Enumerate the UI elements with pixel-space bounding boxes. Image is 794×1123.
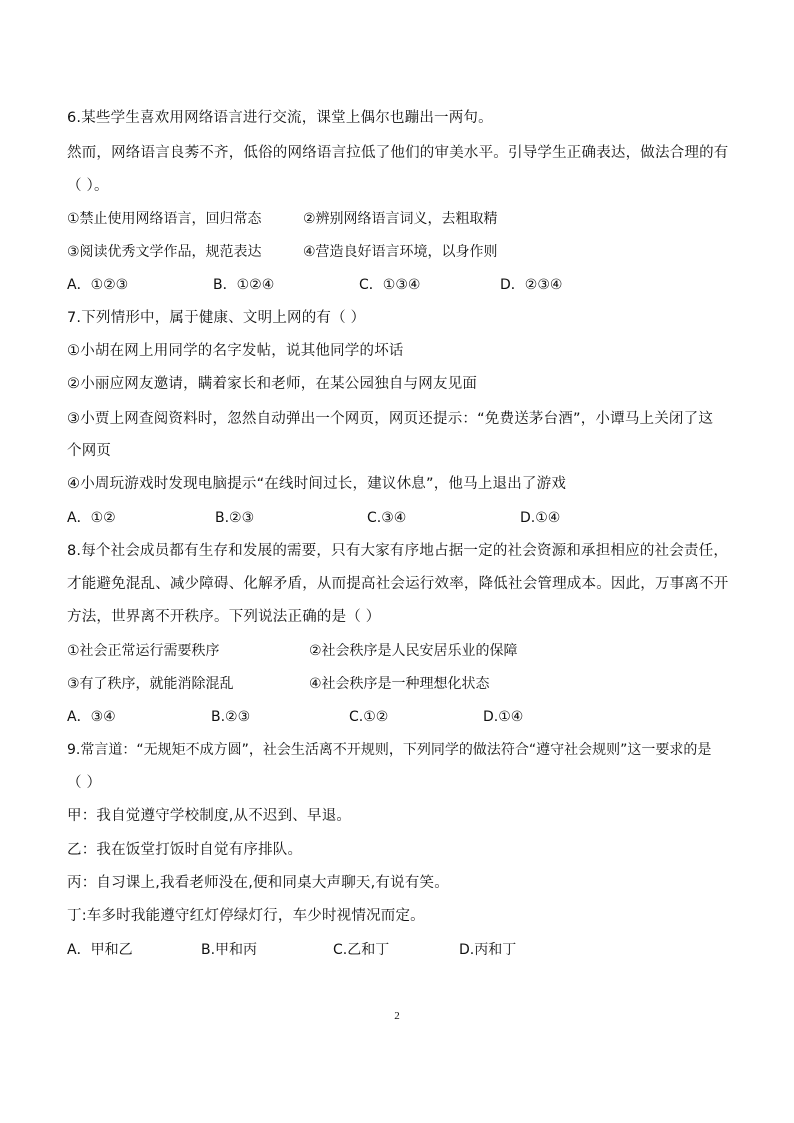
- q8-item-1: ①社会正常运行需要秩序: [67, 643, 220, 659]
- q7-item-4: ④小周玩游戏时发现电脑提示“在线时间过长，建议休息”，他马上退出了游戏: [67, 476, 567, 492]
- q7-item-2: ②小丽应网友邀请，瞒着家长和老师，在某公园独自与网友见面: [67, 376, 478, 392]
- q6-stem-line-3: （ ）。: [67, 178, 109, 194]
- q9-option-a: A．甲和乙: [67, 942, 133, 958]
- q9-stem: 9.常言道：“无规矩不成方圆”，社会生活离不开规则，下列同学的做法符合“遵守社会规则”这一要求的是: [67, 742, 712, 758]
- q8-option-a: A．③④: [67, 709, 116, 725]
- q6-item-1: ①禁止使用网络语言，回归常态: [67, 211, 262, 227]
- q7-item-3-line-1: ③小贾上网查阅资料时，忽然自动弹出一个网页，网页还提示：“免费送茅台酒”，小谭马上关闭了这: [67, 411, 714, 427]
- q9-stem-bracket: （ ）: [67, 775, 102, 791]
- q7-item-1: ①小胡在网上用同学的名字发帖，说其他同学的坏话: [67, 343, 404, 359]
- q9-item-bing: 丙：自习课上,我看老师没在,便和同桌大声聊天,有说有笑。: [67, 875, 449, 891]
- q7-option-d: D.①④: [520, 510, 561, 526]
- q8-option-c: C.①②: [349, 709, 389, 725]
- q8-item-2: ②社会秩序是人民安居乐业的保障: [309, 643, 518, 659]
- page-number: 2: [394, 1010, 400, 1022]
- q6-item-2: ②辨别网络语言词义，去粗取精: [303, 211, 498, 227]
- q7-item-3-line-2: 个网页: [67, 443, 112, 459]
- q8-stem-line-2: 才能避免混乱、减少障碍、化解矛盾，从而提高社会运行效率，降低社会管理成本。因此，万事离不开: [67, 576, 729, 592]
- q9-option-c: C.乙和丁: [333, 942, 390, 958]
- q9-option-b: B.甲和丙: [201, 942, 258, 958]
- q7-option-c: C.③④: [367, 510, 407, 526]
- q7-option-b: B.②③: [215, 510, 255, 526]
- q8-item-3: ③有了秩序，就能消除混乱: [67, 676, 234, 692]
- q6-option-c: C．①③④: [359, 277, 421, 293]
- q9-item-jia: 甲：我自觉遵守学校制度,从不迟到、早退。: [67, 808, 352, 824]
- q7-option-a: A．①②: [67, 510, 116, 526]
- q8-item-4: ④社会秩序是一种理想化状态: [309, 676, 490, 692]
- q6-item-4: ④营造良好语言环境，以身作则: [303, 244, 498, 260]
- q9-item-yi: 乙：我在饭堂打饭时自觉有序排队。: [67, 842, 303, 858]
- q6-stem-line-2: 然而，网络语言良莠不齐，低俗的网络语言拉低了他们的审美水平。引导学生正确表达，做法合理的有: [67, 145, 729, 161]
- q8-option-b: B.②③: [211, 709, 251, 725]
- q9-item-ding: 丁:车多时我能遵守红灯停绿灯行，车少时视情况而定。: [67, 908, 425, 924]
- q8-stem-line-1: 8.每个社会成员都有生存和发展的需要，只有大家有序地占据一定的社会资源和承担相应的社会责任，: [67, 543, 729, 559]
- q6-option-b: B．①②④: [213, 277, 275, 293]
- q9-option-d: D.丙和丁: [459, 942, 517, 958]
- q8-option-d: D.①④: [483, 709, 524, 725]
- q7-stem: 7.下列情形中，属于健康、文明上网的有（ ）: [67, 310, 366, 326]
- q6-stem-line-1: 6.某些学生喜欢用网络语言进行交流，课堂上偶尔也蹦出一两句。: [67, 110, 493, 126]
- q6-item-3: ③阅读优秀文学作品，规范表达: [67, 244, 262, 260]
- q8-stem-line-3: 方法，世界离不开秩序。下列说法正确的是（ ）: [67, 609, 381, 625]
- q6-option-d: D．②③④: [500, 277, 563, 293]
- q6-option-a: A．①②③: [67, 277, 129, 293]
